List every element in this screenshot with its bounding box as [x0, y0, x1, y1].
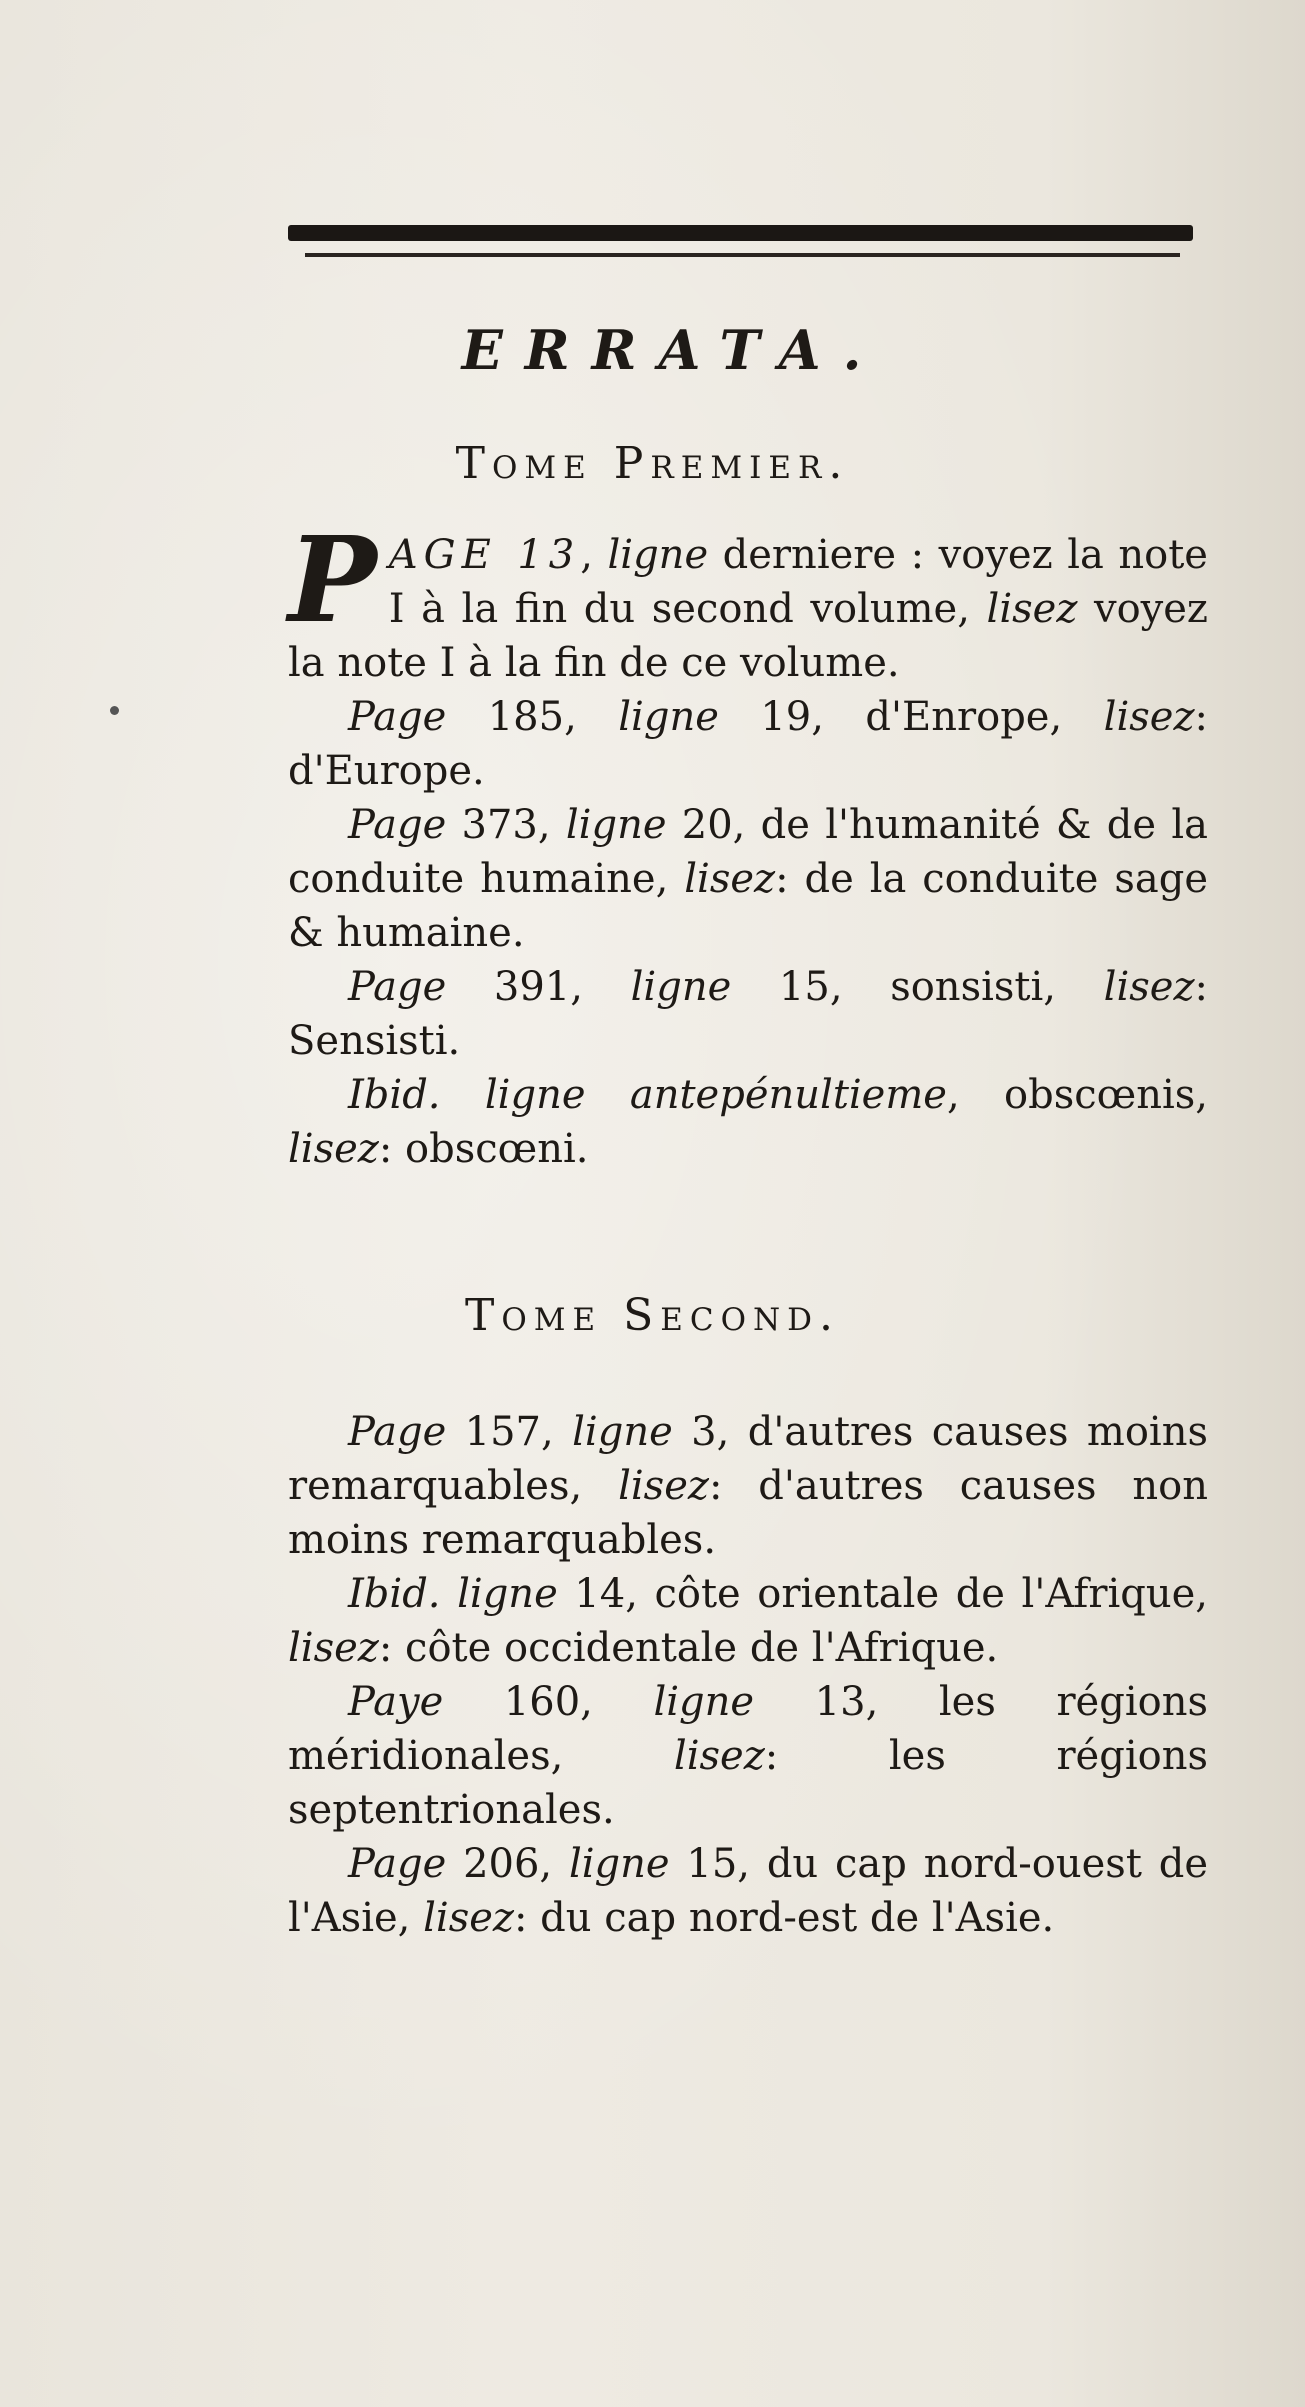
entry-lisez: lisez [1103, 964, 1195, 1010]
entry-page-number [441, 1571, 458, 1617]
entry-page: Ibid. [348, 1072, 441, 1118]
entry-error: 19, d'Enrope, [718, 694, 1104, 740]
entry-ligne: ligne [618, 694, 719, 740]
entry-correction: : du cap nord-est de l'Asie. [513, 1895, 1055, 1941]
entry-lisez: lisez [1103, 694, 1195, 740]
entry-ligne: ligne antepénultieme [484, 1072, 947, 1118]
entry-ligne: ligne [565, 802, 667, 848]
errata-entry [288, 510, 1208, 690]
entry-error: 13, les régions méridionales, [288, 1679, 1209, 1779]
entry-error: 14, côte orientale de l'Afrique, [557, 1571, 1208, 1617]
entry-correction: : côte occidentale de l'Afrique. [378, 1625, 999, 1671]
entry-lisez: lisez [288, 1625, 379, 1671]
entry-error: 20, de l'humanité & de la conduite humaine, [288, 802, 1208, 902]
entry-error: 3, d'autres causes moins remarquables, [288, 1409, 1208, 1509]
header-rule-thin [305, 253, 1180, 257]
header-rule-thick [288, 225, 1193, 241]
entry-page-number: 185, [446, 694, 619, 740]
entry-lisez: lisez [986, 586, 1078, 632]
entry-page: Page [348, 1409, 447, 1455]
entry-separator: , [580, 532, 608, 578]
errata-entry [288, 1837, 1208, 1945]
errata-entry [288, 1405, 1208, 1567]
entry-lisez: lisez [684, 856, 776, 902]
entry-correction: : les régions septentrionales. [288, 1733, 1209, 1833]
entry-page-number: 160, [443, 1679, 654, 1725]
entry-page: Page [348, 802, 447, 848]
drop-cap: P [288, 510, 377, 649]
entry-ligne: ligne [607, 532, 709, 578]
entry-page-number: 157, [446, 1409, 573, 1455]
entry-page: Paye [348, 1679, 444, 1725]
entry-correction: voyez la note I à la fin de ce volume. [288, 586, 1208, 686]
entry-ligne: ligne [572, 1409, 673, 1455]
entry-lisez: lisez [288, 1126, 379, 1172]
entry-ligne: ligne [653, 1679, 755, 1725]
entry-error: 15, sonsisti, [731, 964, 1104, 1010]
errata-entry [288, 1675, 1208, 1837]
entry-page-number [441, 1072, 485, 1118]
entry-error: derniere : voyez la note I à la fin du second volume, [388, 532, 1208, 632]
errata-list-tome-premier [288, 510, 1209, 1176]
page-title: ERRATA. [461, 318, 884, 382]
errata-entry [288, 1567, 1208, 1675]
entry-ligne: ligne [457, 1571, 558, 1617]
entry-lisez: lisez [423, 1895, 514, 1941]
entry-error: , obscœnis, [946, 1072, 1208, 1118]
entry-page-number: 206, [446, 1841, 569, 1887]
entry-page-number: 391, [446, 964, 631, 1010]
entry-page-number: 373, [446, 802, 566, 848]
entry-page: Page [348, 694, 447, 740]
entry-error: 15, du cap nord-ouest de l'Asie, [288, 1841, 1208, 1941]
entry-ligne: ligne [568, 1841, 670, 1887]
entry-page: AGE 13 [388, 532, 581, 578]
entry-page: Page [348, 964, 447, 1010]
section-heading-tome-premier: Tome Premier. [455, 438, 850, 489]
entry-lisez: lisez [673, 1733, 765, 1779]
entry-correction: : Sensisti. [288, 964, 1208, 1064]
errata-entry [288, 960, 1208, 1068]
entry-correction: : d'autres causes non moins remarquables. [288, 1463, 1208, 1563]
errata-entry [288, 1068, 1208, 1176]
errata-entry [288, 690, 1208, 798]
entry-page: Page [348, 1841, 447, 1887]
entry-correction: : de la conduite sage & humaine. [288, 856, 1209, 956]
entry-ligne: ligne [630, 964, 732, 1010]
errata-entry [288, 798, 1208, 960]
errata-list-tome-second [288, 1405, 1208, 1945]
entry-correction: : d'Europe. [288, 694, 1208, 794]
entry-lisez: lisez [618, 1463, 709, 1509]
ink-spot [110, 706, 119, 715]
entry-page: Ibid. [348, 1571, 441, 1617]
section-heading-tome-second: Tome Second. [465, 1290, 840, 1341]
entry-correction: : obscœni. [378, 1126, 589, 1172]
